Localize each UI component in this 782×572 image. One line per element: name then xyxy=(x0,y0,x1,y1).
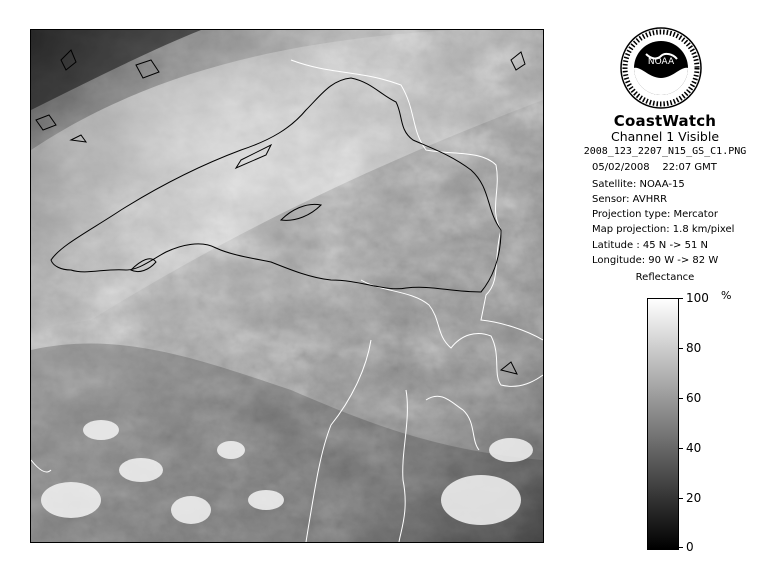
satellite-line: Satellite: NOAA-15 xyxy=(592,179,685,190)
logo-text: NOAA xyxy=(647,57,675,67)
latitude-line: Latitude : 45 N -> 51 N xyxy=(592,240,708,251)
projection-type-line: Projection type: Mercator xyxy=(592,209,718,220)
channel-label: Channel 1 Visible xyxy=(610,129,720,144)
tick-label-60: 60 xyxy=(686,391,702,405)
tick-80 xyxy=(678,348,683,349)
date-value: 05/02/2008 xyxy=(592,162,650,173)
legend-title: Reflectance xyxy=(635,272,695,283)
tick-100 xyxy=(678,298,683,299)
longitude-line: Longitude: 90 W -> 82 W xyxy=(592,255,719,266)
tick-40 xyxy=(678,448,683,449)
tick-label-100: 100 xyxy=(686,291,709,305)
tick-label-20: 20 xyxy=(686,491,702,505)
tick-label-80: 80 xyxy=(686,341,702,355)
tick-label-40: 40 xyxy=(686,441,702,455)
satellite-image xyxy=(30,29,544,543)
legend-unit: % xyxy=(721,289,732,302)
tick-label-0: 0 xyxy=(686,540,694,554)
map-projection-line: Map projection: 1.8 km/pixel xyxy=(592,224,735,235)
info-panel xyxy=(560,22,770,562)
satellite-image-svg xyxy=(31,30,543,542)
time-value: 22:07 GMT xyxy=(662,162,717,173)
sensor-line: Sensor: AVHRR xyxy=(592,194,668,205)
tick-20 xyxy=(678,498,683,499)
file-name: 2008_123_2207_N15_GS_C1.PNG xyxy=(583,146,747,157)
date-time xyxy=(592,162,717,173)
noaa-logo xyxy=(619,26,703,110)
tick-60 xyxy=(678,398,683,399)
tick-0 xyxy=(678,547,683,548)
brand-title: CoastWatch xyxy=(613,112,717,130)
reflectance-colorbar xyxy=(647,298,679,550)
